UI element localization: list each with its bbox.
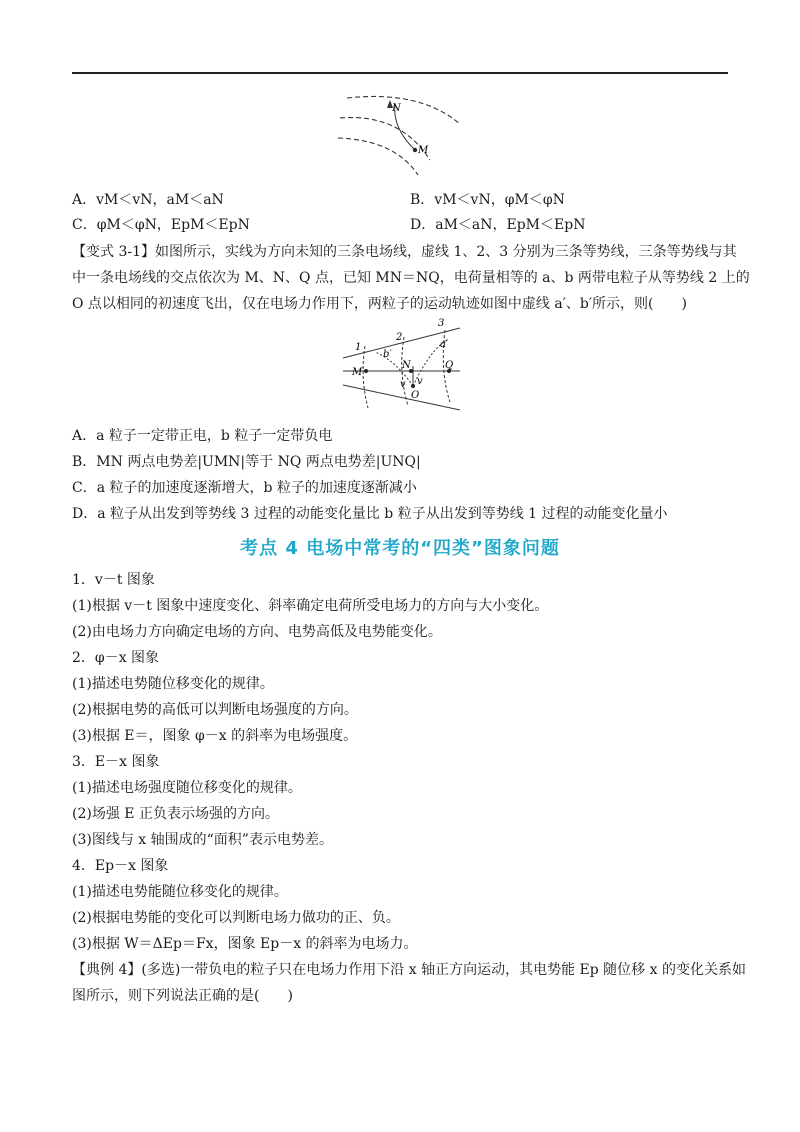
body-line: (1)描述电势能随位移变化的规律。 [72,884,288,900]
fig2-label-b: b′ [383,349,392,360]
body-line: (2)由电场力方向确定电场的方向、电势高低及电势能变化。 [72,624,442,640]
variant-line-1: 【变式 3-1】如图所示，实线为方向未知的三条电场线，虚线 1、2、3 分别为三条等势线，三条等势线与其 [72,244,737,260]
body-line: (2)根据电势的高低可以判断电场强度的方向。 [72,702,358,718]
fig1-label-n: N [392,103,401,114]
fig2-label-o: O [411,390,420,401]
fig2-label-v1: v [400,379,406,390]
q1-option-a: A．vM＜vN，aM＜aN [72,192,224,208]
q2-option-a: A．a 粒子一定带正电，b 粒子一定带负电 [72,428,333,444]
body-line: (3)根据 W＝ΔEp＝Fx，图象 Ep－x 的斜率为电场力。 [72,936,418,952]
body-line: 1．v－t 图象 [72,572,155,588]
section-heading: 考点 4 电场中常考的“四类”图象问题 [240,538,560,559]
body-line: (2)根据电势能的变化可以判断电场力做功的正、负。 [72,910,400,926]
variant-line-3: O 点以相同的初速度飞出，仅在电场力作用下，两粒子的运动轨迹如图中虚线 a′、b′所示，则( ) [72,296,687,312]
body-line: (1)根据 v－t 图象中速度变化、斜率确定电荷所受电场力的方向与大小变化。 [72,598,549,614]
variant-line-2: 中一条电场线的交点依次为 M、N、Q 点，已知 MN＝NQ，电荷量相等的 a、b 两带电粒子从等势线 2 上的 [72,270,750,286]
body-line: (3)图线与 x 轴围成的“面积”表示电势差。 [72,832,333,848]
fig2-label-v2: v [417,376,423,387]
fig2-label-n: N [402,360,411,371]
body-line: (2)场强 E 正负表示场强的方向。 [72,806,279,822]
q1-option-d: D．aM＜aN，EpM＜EpN [410,217,586,233]
fig2-label-m: M [352,367,363,378]
fig2-label-a: a′ [440,339,449,350]
q2-option-d: D．a 粒子从出发到等势线 3 过程的动能变化量比 b 粒子从出发到等势线 1 过程的动能变化量小 [72,506,668,522]
q2-option-c: C．a 粒子的加速度逐渐增大，b 粒子的加速度逐渐减小 [72,480,417,496]
fig2-label-3: 3 [438,318,445,329]
body-line: (1)描述电场强度随位移变化的规律。 [72,780,302,796]
fig1-label-m: M [418,145,429,156]
example-line-1: 【典例 4】(多选)一带负电的粒子只在电场力作用下沿 x 轴正方向运动，其电势能 Ep 随位移 x 的变化关系如 [72,962,746,978]
q1-option-c: C．φM＜φN，EpM＜EpN [72,217,250,233]
fig2-label-2: 2 [396,332,403,343]
body-line: 2．φ－x 图象 [72,650,160,666]
q1-option-b: B．vM＜vN，φM＜φN [410,192,565,208]
fig2-label-q: Q [445,360,454,371]
example-line-2: 图所示，则下列说法正确的是( ) [72,988,293,1004]
fig2-label-1: 1 [355,342,362,353]
q2-option-b: B．MN 两点电势差|UMN|等于 NQ 两点电势差|UNQ| [72,454,421,470]
body-line: 4．Ep－x 图象 [72,858,169,874]
body-line: (3)根据 E＝，图象 φ－x 的斜率为电场强度。 [72,728,358,744]
body-line: 3．E－x 图象 [72,754,160,770]
body-line: (1)描述电势随位移变化的规律。 [72,676,274,692]
